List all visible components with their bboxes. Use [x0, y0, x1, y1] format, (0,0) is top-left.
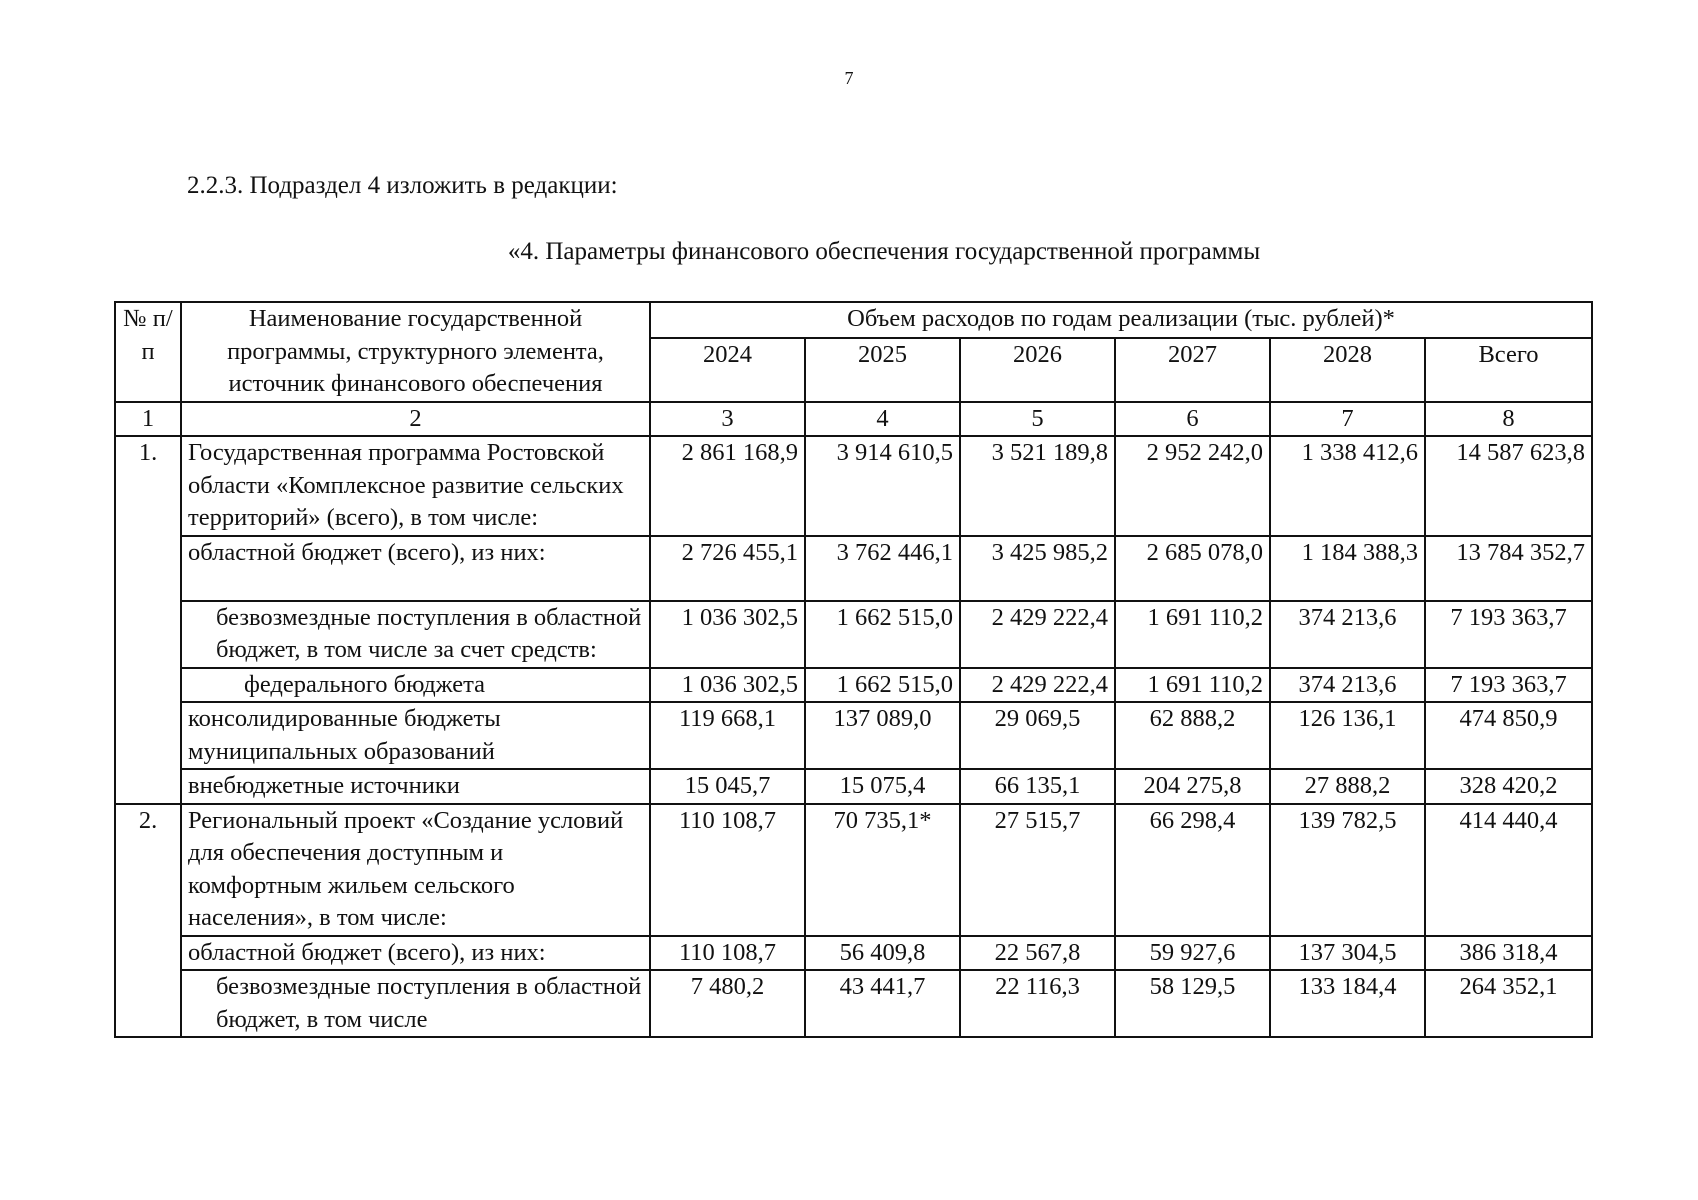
- header-year: 2024: [650, 338, 805, 402]
- value-cell: 27 515,7: [960, 804, 1115, 936]
- value-cell: 133 184,4: [1270, 970, 1425, 1037]
- value-cell: 110 108,7: [650, 804, 805, 936]
- column-numbers-row: [115, 402, 1592, 437]
- column-number: 1: [115, 402, 181, 437]
- value-cell: 1 184 388,3: [1270, 536, 1425, 601]
- value-cell: 1 036 302,5: [650, 601, 805, 668]
- value-cell: 66 298,4: [1115, 804, 1270, 936]
- value-cell: 2 429 222,4: [960, 668, 1115, 703]
- header-year: 2026: [960, 338, 1115, 402]
- row-label: Государственная программа Ростовской области «Комплексное развитие сельских территорий» (всего), в том числе:: [181, 436, 650, 536]
- value-cell: 43 441,7: [805, 970, 960, 1037]
- row-label: областной бюджет (всего), из них:: [181, 536, 650, 601]
- value-cell: 414 440,4: [1425, 804, 1592, 936]
- value-cell: 1 662 515,0: [805, 601, 960, 668]
- value-cell: 3 914 610,5: [805, 436, 960, 536]
- value-cell: 13 784 352,7: [1425, 536, 1592, 601]
- column-number: 5: [960, 402, 1115, 437]
- value-cell: 474 850,9: [1425, 702, 1592, 769]
- header-year: 2027: [1115, 338, 1270, 402]
- header-name: Наименование государственной программы, структурного элемента, источник финансового обеспечения: [181, 302, 650, 402]
- table-row: [115, 804, 1592, 936]
- header-num: № п/п: [115, 302, 181, 402]
- header-year: 2028: [1270, 338, 1425, 402]
- row-label: безвозмездные поступления в областной бюджет, в том числе: [181, 970, 650, 1037]
- value-cell: 1 338 412,6: [1270, 436, 1425, 536]
- value-cell: 110 108,7: [650, 936, 805, 971]
- value-cell: 14 587 623,8: [1425, 436, 1592, 536]
- financing-table: [114, 301, 1593, 1038]
- value-cell: 1 691 110,2: [1115, 668, 1270, 703]
- value-cell: 1 036 302,5: [650, 668, 805, 703]
- value-cell: 137 089,0: [805, 702, 960, 769]
- column-number: 6: [1115, 402, 1270, 437]
- value-cell: 7 480,2: [650, 970, 805, 1037]
- value-cell: 1 662 515,0: [805, 668, 960, 703]
- value-cell: 386 318,4: [1425, 936, 1592, 971]
- table-row: [115, 702, 1592, 769]
- table-row: [115, 436, 1592, 536]
- header-group: Объем расходов по годам реализации (тыс. рублей)*: [650, 302, 1592, 338]
- value-cell: 70 735,1*: [805, 804, 960, 936]
- table-row: [115, 970, 1592, 1037]
- value-cell: 15 075,4: [805, 769, 960, 804]
- value-cell: 15 045,7: [650, 769, 805, 804]
- table-row: [115, 668, 1592, 703]
- row-number: 2.: [115, 804, 181, 1038]
- row-label: внебюджетные источники: [181, 769, 650, 804]
- value-cell: 126 136,1: [1270, 702, 1425, 769]
- value-cell: 58 129,5: [1115, 970, 1270, 1037]
- value-cell: 2 952 242,0: [1115, 436, 1270, 536]
- value-cell: 1 691 110,2: [1115, 601, 1270, 668]
- value-cell: 7 193 363,7: [1425, 601, 1592, 668]
- value-cell: 137 304,5: [1270, 936, 1425, 971]
- value-cell: 66 135,1: [960, 769, 1115, 804]
- table-row: [115, 936, 1592, 971]
- value-cell: 22 567,8: [960, 936, 1115, 971]
- value-cell: 2 726 455,1: [650, 536, 805, 601]
- column-number: 8: [1425, 402, 1592, 437]
- row-label: областной бюджет (всего), из них:: [181, 936, 650, 971]
- value-cell: 374 213,6: [1270, 601, 1425, 668]
- table-row: [115, 536, 1592, 601]
- column-number: 3: [650, 402, 805, 437]
- column-number: 7: [1270, 402, 1425, 437]
- column-number: 2: [181, 402, 650, 437]
- value-cell: 59 927,6: [1115, 936, 1270, 971]
- value-cell: 27 888,2: [1270, 769, 1425, 804]
- value-cell: 264 352,1: [1425, 970, 1592, 1037]
- section-title: «4. Параметры финансового обеспечения государственной программы: [507, 238, 1261, 265]
- row-label: безвозмездные поступления в областной бюджет, в том числе за счет средств:: [181, 601, 650, 668]
- value-cell: 3 762 446,1: [805, 536, 960, 601]
- value-cell: 3 521 189,8: [960, 436, 1115, 536]
- row-label: федерального бюджета: [181, 668, 650, 703]
- value-cell: 7 193 363,7: [1425, 668, 1592, 703]
- header-year: 2025: [805, 338, 960, 402]
- value-cell: 3 425 985,2: [960, 536, 1115, 601]
- column-number: 4: [805, 402, 960, 437]
- row-number: 1.: [115, 436, 181, 804]
- page-number: 7: [844, 68, 854, 88]
- value-cell: 119 668,1: [650, 702, 805, 769]
- table-row: [115, 601, 1592, 668]
- value-cell: 139 782,5: [1270, 804, 1425, 936]
- value-cell: 62 888,2: [1115, 702, 1270, 769]
- value-cell: 2 429 222,4: [960, 601, 1115, 668]
- row-label: Региональный проект «Создание условий для обеспечения доступным и комфортным жильем сельского населения», в том числе:: [181, 804, 650, 936]
- intro-paragraph: 2.2.3. Подраздел 4 изложить в редакции:: [187, 172, 618, 199]
- value-cell: 2 685 078,0: [1115, 536, 1270, 601]
- row-label: консолидированные бюджеты муниципальных образований: [181, 702, 650, 769]
- value-cell: 2 861 168,9: [650, 436, 805, 536]
- header-row: [115, 302, 1592, 338]
- table-row: [115, 769, 1592, 804]
- value-cell: 328 420,2: [1425, 769, 1592, 804]
- header-total: Всего: [1425, 338, 1592, 402]
- value-cell: 374 213,6: [1270, 668, 1425, 703]
- value-cell: 29 069,5: [960, 702, 1115, 769]
- value-cell: 204 275,8: [1115, 769, 1270, 804]
- value-cell: 56 409,8: [805, 936, 960, 971]
- value-cell: 22 116,3: [960, 970, 1115, 1037]
